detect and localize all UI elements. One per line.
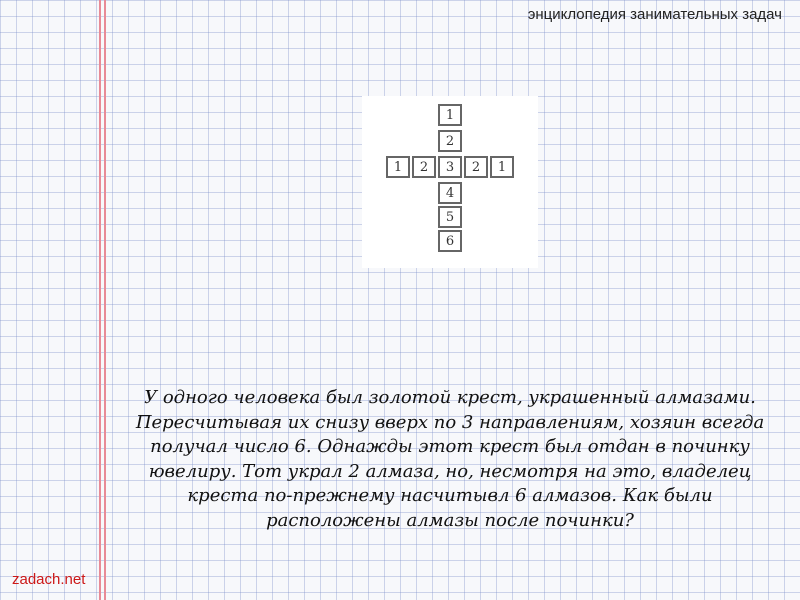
cross-cell-top-2: 2	[438, 130, 462, 152]
cross-cell-center: 3	[438, 156, 462, 178]
page-header-title: энциклопедия занимательных задач	[527, 6, 782, 23]
cross-cell-right-2: 2	[464, 156, 488, 178]
cross-cell-bottom-5: 5	[438, 206, 462, 228]
notebook-margin-line-2	[104, 0, 106, 600]
cross-cell-right-1: 1	[490, 156, 514, 178]
cross-cell-bottom-4: 4	[438, 182, 462, 204]
cross-cell-bottom-6: 6	[438, 230, 462, 252]
cross-cell-left-2: 2	[412, 156, 436, 178]
notebook-margin-line-1	[99, 0, 101, 600]
cross-cell-left-1: 1	[386, 156, 410, 178]
site-label[interactable]: zadach.net	[12, 571, 86, 588]
cross-cell-top-1: 1	[438, 104, 462, 126]
cross-figure	[362, 96, 538, 268]
problem-statement: У одного человека был золотой крест, украшенный алмазами. Пересчитывая их снизу вверх по 3 направлениям, хозяин всегда получал число 6. Однажды этот крест был отдан в починку ювелиру. Тот украл 2 алмаза, но, несмотря на это, владелец креста по-прежнему насчитывл 6 алмазов. Как были расположены алмазы после починки?	[135, 387, 765, 531]
